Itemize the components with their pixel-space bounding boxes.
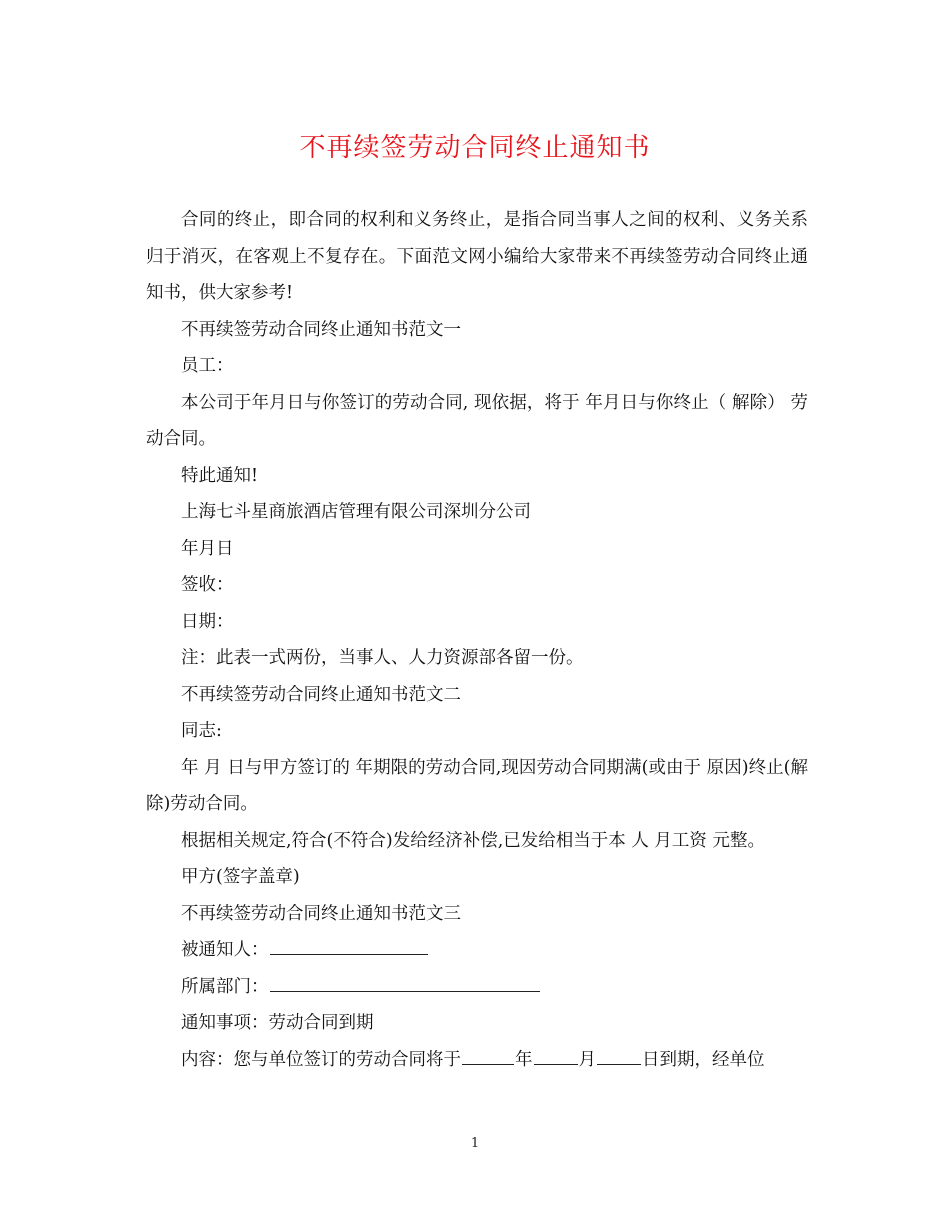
sample1-recipient: 员工： bbox=[181, 356, 234, 376]
sample2-compensation: 根据相关规定,符合(不符合)发给经济补偿,已发给相当于本 人 月工资 元整。 bbox=[181, 830, 765, 851]
sample1-notice: 特此通知! bbox=[181, 465, 259, 486]
sample3-notified-line bbox=[146, 932, 808, 969]
sample2-party: 甲方(签字盖章) bbox=[181, 867, 300, 887]
day-suffix: 日到期，经单位 bbox=[642, 1049, 765, 1070]
sample2-body: 年 月 日与甲方签订的 年期限的劳动合同,现因劳动合同期满(或由于 原因)终止(解除)劳动合同。 bbox=[146, 757, 808, 814]
year-label: 年 bbox=[515, 1049, 533, 1070]
sample3-matter: 通知事项：劳动合同到期 bbox=[181, 1013, 374, 1033]
sample3-content-line bbox=[146, 1042, 808, 1079]
sample1-heading: 不再续签劳动合同终止通知书范文一 bbox=[181, 319, 461, 340]
sample3-dept-line bbox=[146, 969, 808, 1006]
sample1-body: 本公司于年月日与你签订的劳动合同, 现依据，将于 年月日与你终止（ 解除） 劳动合同。 bbox=[146, 392, 808, 449]
sample1-date: 年月日 bbox=[181, 538, 234, 559]
sample3-heading: 不再续签劳动合同终止通知书范文三 bbox=[181, 903, 461, 924]
sample1-sign: 签收： bbox=[181, 575, 234, 595]
month-label: 月 bbox=[578, 1049, 596, 1070]
sample1-company: 上海七斗星商旅酒店管理有限公司深圳分公司 bbox=[181, 502, 531, 522]
intro-paragraph: 合同的终止，即合同的权利和义务终止，是指合同当事人之间的权利、义务关系归于消灭，在客观上不复存在。下面范文网小编给大家带来不再续签劳动合同终止通知书，供大家参考! bbox=[146, 210, 808, 303]
notified-label: 被通知人： bbox=[181, 940, 269, 960]
month-blank bbox=[534, 1044, 578, 1065]
day-blank bbox=[597, 1044, 641, 1065]
year-blank bbox=[462, 1044, 514, 1065]
document-body bbox=[146, 202, 808, 1078]
sample1-sign-date: 日期： bbox=[181, 611, 234, 632]
dept-blank bbox=[270, 971, 540, 992]
sample2-heading: 不再续签劳动合同终止通知书范文二 bbox=[181, 684, 461, 705]
page-number: 1 bbox=[470, 1136, 480, 1151]
dept-label: 所属部门： bbox=[181, 976, 269, 997]
sample1-note: 注：此表一式两份，当事人、人力资源部各留一份。 bbox=[181, 648, 584, 668]
content-prefix: 内容：您与单位签订的劳动合同将于 bbox=[181, 1049, 461, 1070]
document-title: 不再续签劳动合同终止通知书 bbox=[299, 133, 651, 163]
sample2-recipient: 同志: bbox=[181, 721, 222, 741]
notified-blank bbox=[270, 934, 428, 955]
